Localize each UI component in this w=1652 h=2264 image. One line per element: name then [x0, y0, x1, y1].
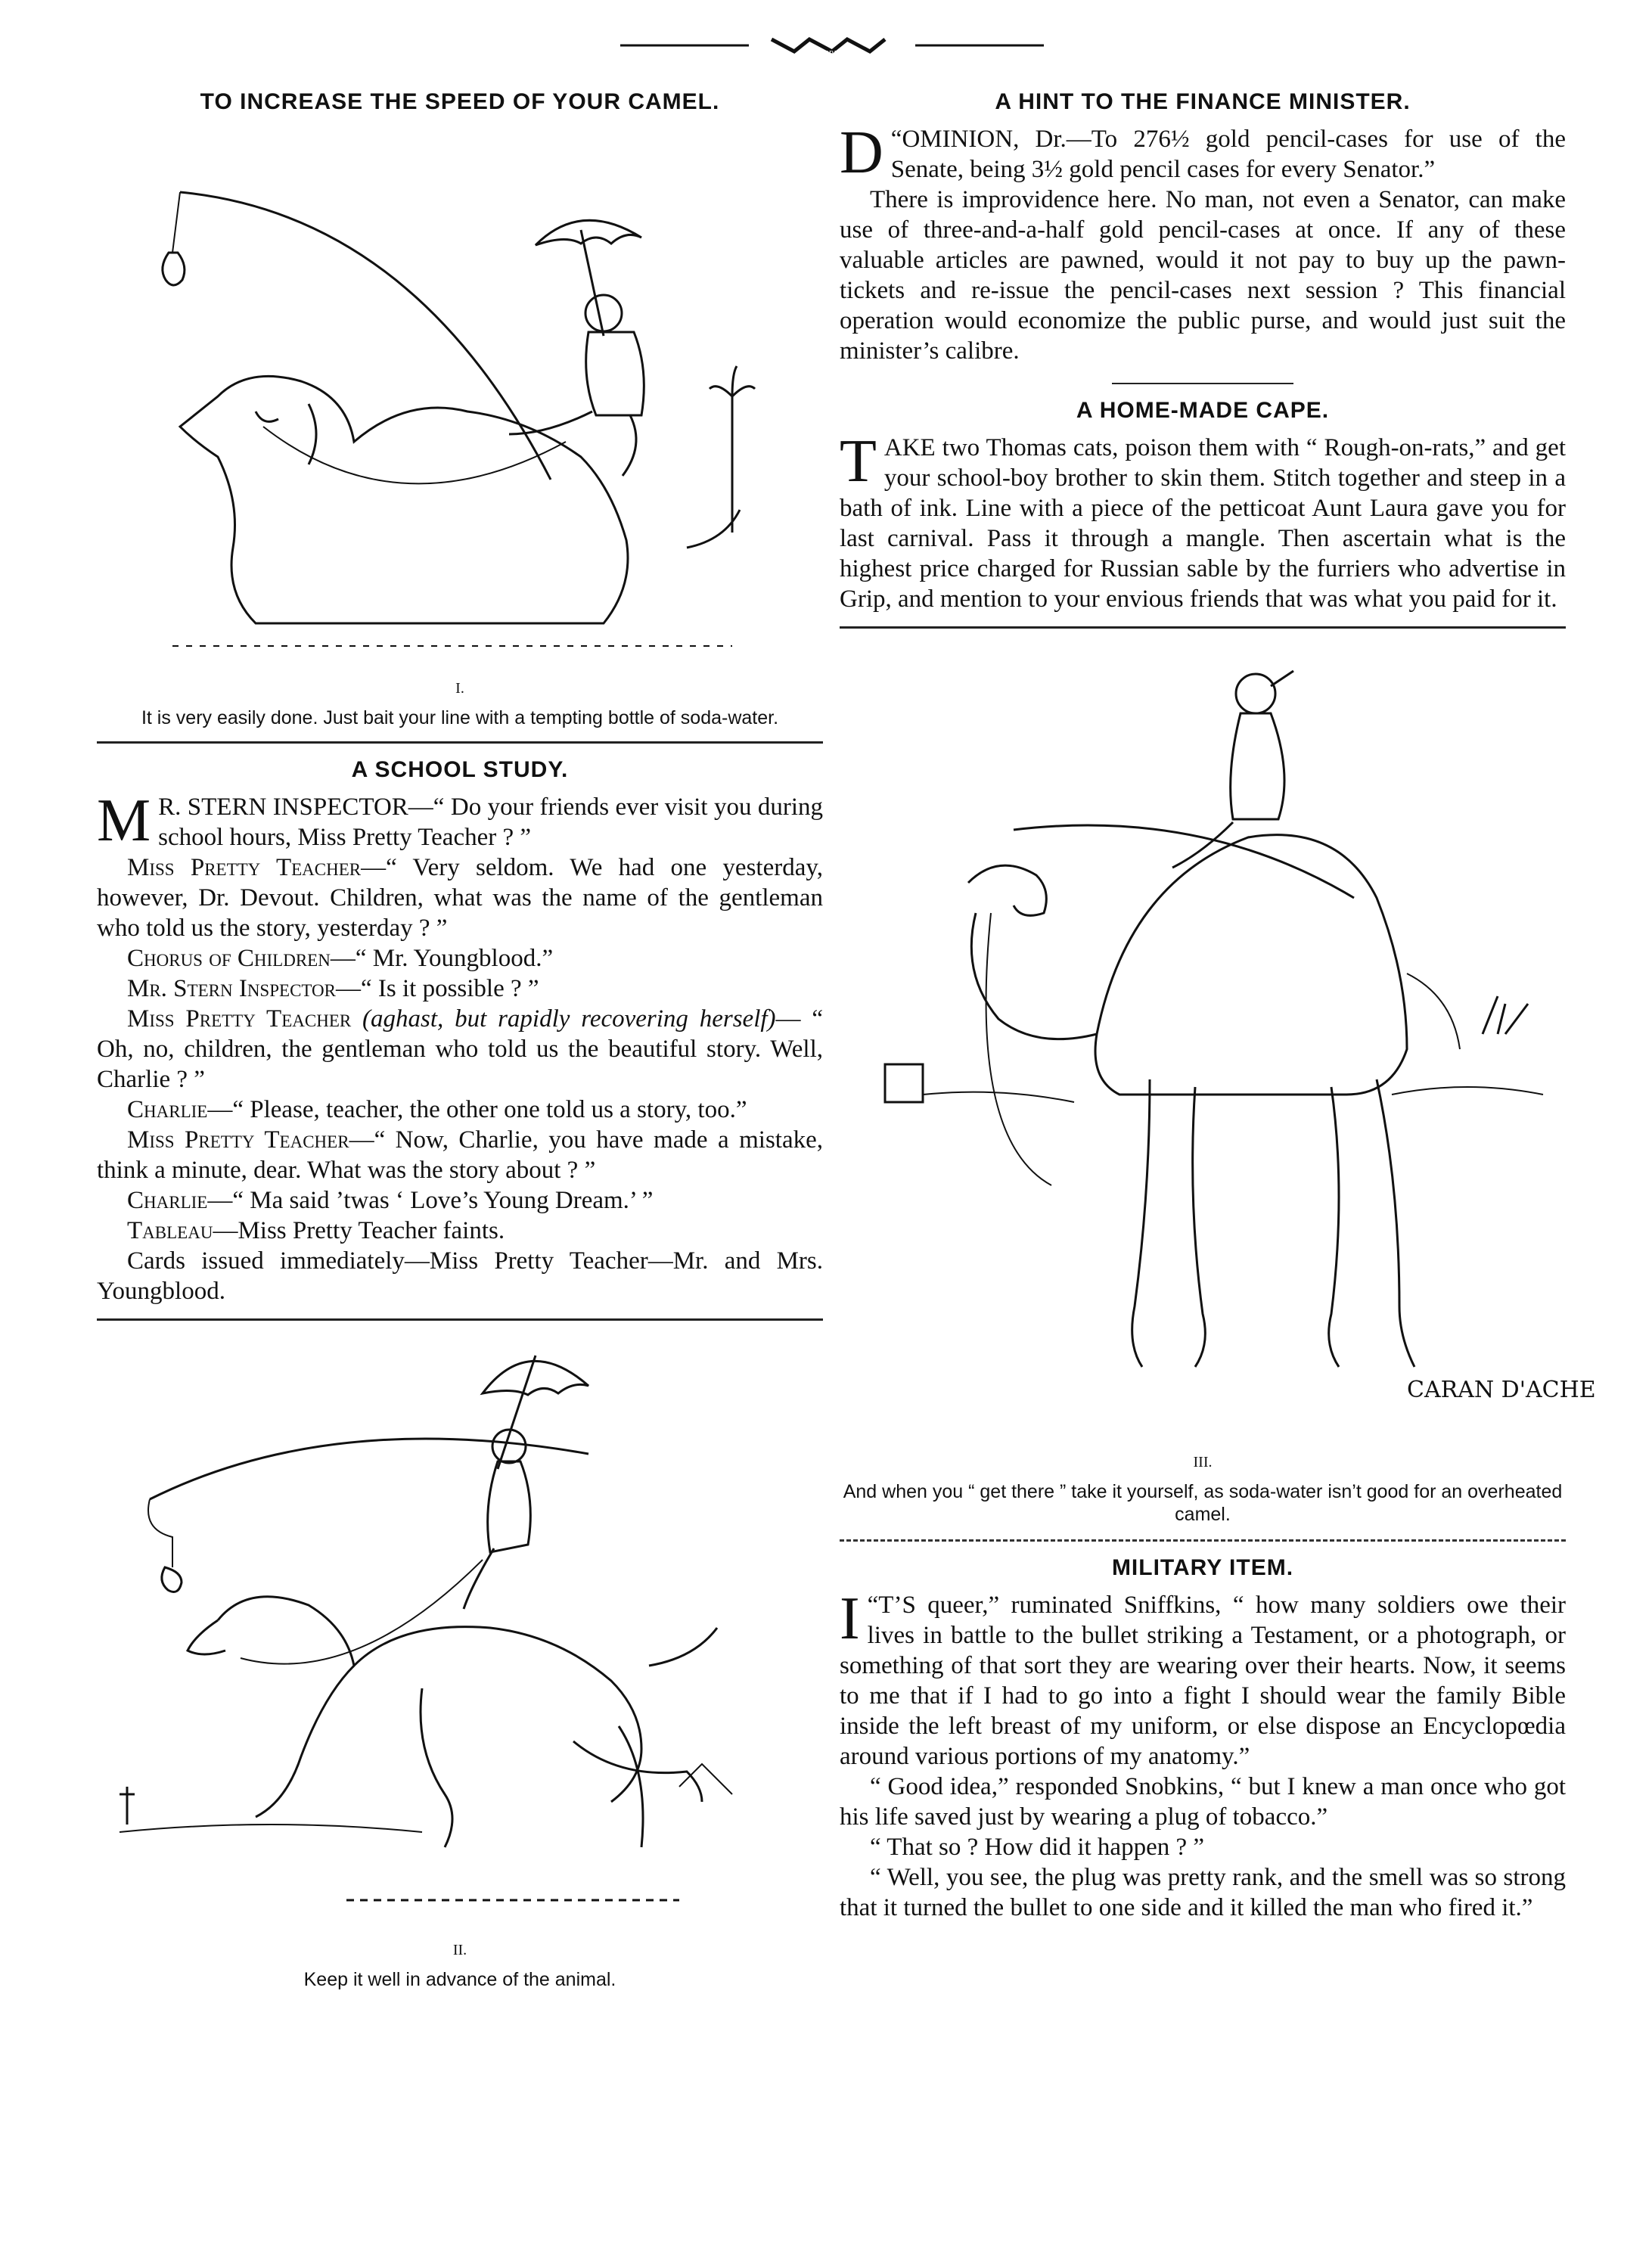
- speaker-name: Miss Pretty Teacher: [127, 1126, 349, 1154]
- camel-illustration-1: [127, 124, 793, 669]
- stage-direction: (aghast, but rapidly recovering herself): [362, 1005, 776, 1033]
- paragraph-text: —“ Please, teacher, the other one told us a story, too.”: [207, 1096, 747, 1123]
- military-paragraph-4: “ Well, you see, the plug was pretty rank, and the smell was so strong that it turned the bullet to one side and it killed the man who fired it.”: [840, 1864, 1566, 1921]
- school-paragraph-10: Cards issued immediately—Miss Pretty Teacher—Mr. and Mrs. Youngblood.: [97, 1247, 823, 1305]
- short-divider: [1112, 383, 1293, 384]
- paragraph-text: — “ Oh, no, children, the gentleman who told us the beautiful story. Well, Charlie ? ”: [97, 1005, 823, 1093]
- figure-caption-3: And when you “ get there ” take it yourself, as soda-water isn’t good for an overheated camel.: [843, 1481, 1563, 1525]
- camel-illustration-3: [862, 641, 1596, 1443]
- paragraph-text: —Miss Pretty Teacher faints.: [213, 1217, 505, 1244]
- drop-cap: T: [840, 428, 877, 495]
- speaker-name: Chorus of Children: [127, 945, 331, 972]
- paragraph-text: T’S queer,” ruminated Sniffkins, “ how many soldiers owe their lives in battle to the bullet striking a Testament, or a photograph, or something of that sort they are wearing over their hearts. Now, it seems to me that if I had to go into a fight I should wear the family Bible inside the left breast of my uniform, or else dispose an Encyclopœdia around various portions of my anatomy.”: [840, 1592, 1566, 1770]
- speaker-name: Mr. Stern Inspector: [127, 975, 336, 1002]
- dashed-divider: [840, 1539, 1566, 1542]
- right-column: [840, 76, 1596, 1923]
- figure-numeral-3: III.: [1193, 1454, 1213, 1471]
- drop-cap: I: [840, 1585, 860, 1652]
- speaker-name: Charlie: [127, 1187, 208, 1214]
- section-divider: [97, 1318, 823, 1321]
- masthead-ornament: [620, 29, 1044, 59]
- finance-paragraph-1: [840, 120, 1566, 186]
- school-paragraph-5: [97, 1004, 823, 1095]
- figure-caption-1: It is very easily done. Just bait your line with a tempting bottle of soda-water.: [141, 707, 779, 728]
- open-quote: “: [867, 1592, 879, 1619]
- section-divider: [97, 741, 823, 744]
- school-paragraph-8: [97, 1185, 823, 1216]
- paragraph-text: OMINION, Dr.—To 276½ gold pencil-cases for use of the Senate, being 3½ gold pencil cases for every Senator.”: [890, 126, 1566, 183]
- drop-cap: M: [97, 787, 151, 854]
- figure-numeral-2: II.: [452, 1942, 467, 1958]
- finance-paragraph-2: There is improvidence here. No man, not even a Senator, can make use of three-and-a-half gold pencil-cases at once. If any of these valuable articles are pawned, would it not pay to buy up the pawn-tickets and re-issue the pencil-cases next session ? This financial operation would economize the public purse, and would just suit the minister’s calibre.: [840, 186, 1566, 365]
- paragraph-text: AKE two Thomas cats, poison them with “ Rough-on-rats,” and get your school-boy brother to skin them. Stitch together and steep in a bath of ink. Line with a piece of the petticoat Aunt Laura gave you for last carnival. Pass it through a mangle. Then ascertain what is the highest price charged for Russian sable by the furriers who advertise in Grip, and mention to your envious friends that was what you paid for it.: [840, 434, 1566, 613]
- school-paragraph-2: [97, 852, 823, 943]
- open-quote: “: [890, 126, 902, 153]
- camel-article-title: TO INCREASE THE SPEED OF YOUR CAMEL.: [200, 89, 720, 114]
- drop-cap: D: [840, 120, 883, 186]
- military-paragraph-1: [840, 1585, 1566, 1772]
- school-paragraph-1: [97, 787, 823, 854]
- section-divider: [840, 626, 1566, 629]
- paragraph-text: R. STERN INSPECTOR—“ Do your friends ever visit you during school hours, Miss Pretty Teacher ? ”: [158, 793, 823, 851]
- school-article-title: A SCHOOL STUDY.: [351, 757, 569, 782]
- speaker-name: Miss Pretty Teacher: [127, 1005, 352, 1033]
- school-paragraph-3: [97, 943, 823, 974]
- paragraph-text: —“ Is it possible ? ”: [336, 975, 539, 1002]
- speaker-name: Charlie: [127, 1096, 208, 1123]
- paragraph-text: —“ Now, Charlie, you have made a mistake, think a minute, dear. What was the story about ? ”: [97, 1126, 823, 1184]
- speaker-name: Miss Pretty Teacher: [127, 854, 362, 881]
- paragraph-text: —“ Ma said ’twas ‘ Love’s Young Dream.’ ”: [207, 1187, 654, 1214]
- camel-illustration-2: [104, 1333, 815, 1930]
- paragraph-text: —“ Mr. Youngblood.”: [330, 945, 554, 972]
- school-paragraph-7: [97, 1125, 823, 1185]
- finance-article-title: A HINT TO THE FINANCE MINISTER.: [995, 89, 1411, 114]
- school-paragraph-9: [97, 1216, 823, 1246]
- military-paragraph-2: “ Good idea,” responded Snobkins, “ but I knew a man once who got his life saved just by wearing a plug of tobacco.”: [840, 1773, 1566, 1831]
- military-paragraph-3: “ That so ? How did it happen ? ”: [870, 1834, 1205, 1861]
- cape-paragraph-1: [840, 428, 1566, 614]
- artist-signature: CARAN D'ACHE: [1407, 1377, 1596, 1403]
- school-paragraph-4: [97, 974, 823, 1004]
- paragraph-text: —“ Very seldom. We had one yesterday, however, Dr. Devout. Children, what was the name of the gentleman who told us the story, yesterday ? ”: [97, 854, 823, 942]
- military-article-title: MILITARY ITEM.: [1111, 1555, 1294, 1580]
- cape-article-title: A HOME-MADE CAPE.: [1076, 398, 1330, 423]
- left-column: [97, 76, 823, 1991]
- masthead-text: GRIP: [823, 50, 841, 58]
- figure-numeral-1: I.: [455, 680, 464, 697]
- figure-caption-2: Keep it well in advance of the animal.: [303, 1969, 616, 1990]
- speaker-name: Tableau: [127, 1217, 213, 1244]
- school-paragraph-6: [97, 1095, 823, 1125]
